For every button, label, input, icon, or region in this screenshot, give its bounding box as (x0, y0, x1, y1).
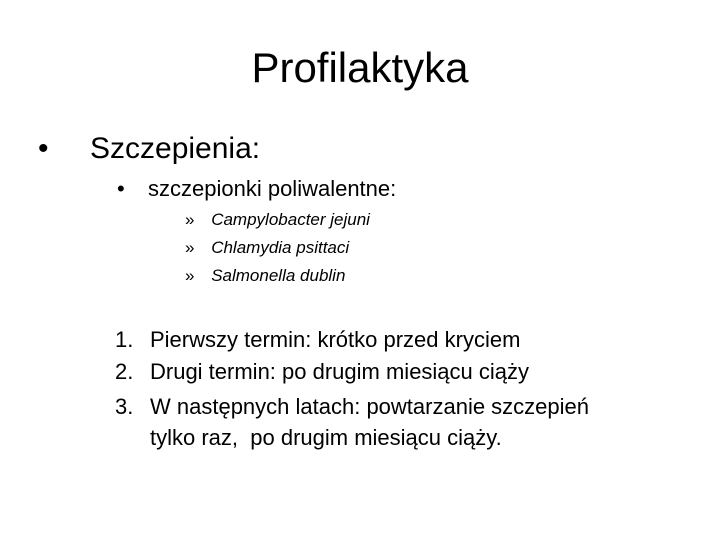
species-marker: » (185, 238, 195, 257)
species-item (185, 206, 370, 234)
species-name: Chlamydia psittaci (211, 238, 350, 257)
main-bullet-text: Szczepienia: (90, 132, 261, 165)
species-marker: » (185, 210, 195, 229)
list-item-text: Drugi termin: po drugim miesiącu ciąży (150, 359, 530, 384)
list-item-continuation: tylko raz, po drugim miesiącu ciąży. (150, 425, 502, 450)
species-name: Salmonella dublin (211, 266, 346, 285)
slide-title: Profilaktyka (251, 44, 469, 91)
sub-bullet-marker: • (117, 176, 125, 201)
list-number: 3. (115, 394, 134, 419)
species-item (185, 234, 349, 262)
list-item-text: W następnych latach: powtarzanie szczepień (150, 394, 590, 419)
species-marker: » (185, 266, 195, 285)
list-number: 2. (115, 359, 134, 384)
species-name: Campylobacter jejuni (211, 210, 370, 229)
species-item (185, 262, 345, 290)
list-number: 1. (115, 327, 134, 352)
bullet-marker: • (38, 132, 49, 165)
list-item-text: Pierwszy termin: krótko przed kryciem (150, 327, 521, 352)
sub-bullet-text: szczepionki poliwalentne: (148, 176, 397, 201)
